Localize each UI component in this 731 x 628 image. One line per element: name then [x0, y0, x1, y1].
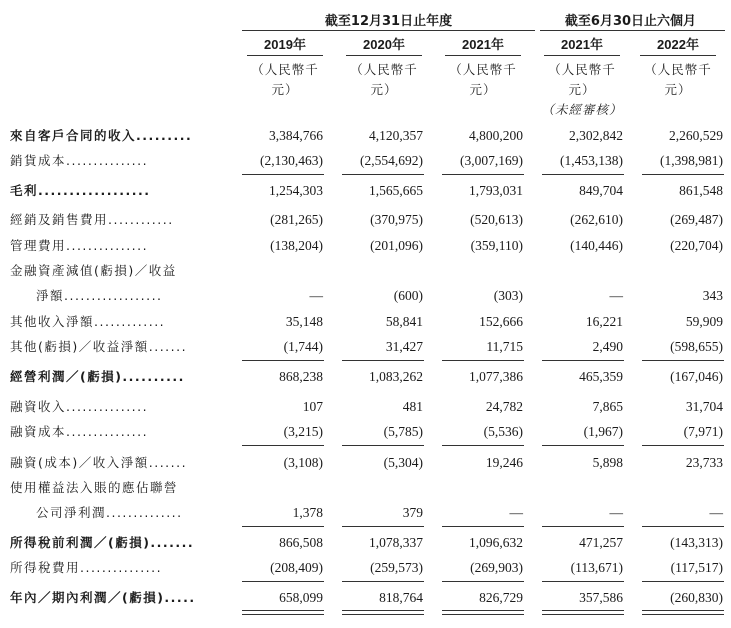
cell-value: — [709, 505, 723, 520]
cell-value: 5,898 [592, 455, 623, 470]
row-label: 年內／期內利潤／(虧損)..... [10, 590, 196, 605]
column-header [538, 36, 626, 120]
cell-value: 16,221 [585, 314, 623, 329]
column-rule [642, 581, 724, 582]
cell-value: 1,083,262 [369, 369, 423, 384]
row-label: 融資成本............... [10, 424, 149, 439]
cell-value: 481 [402, 399, 423, 414]
cell-value: 11,715 [486, 339, 523, 354]
column-rule [242, 614, 324, 615]
cell-value: (1,453,138) [560, 153, 623, 168]
cell-value: 35,148 [285, 314, 323, 329]
cell-value: (1,398,981) [660, 153, 723, 168]
cell-value: 1,078,337 [369, 535, 423, 550]
column-unit: （人民幣千 [251, 62, 319, 77]
column-rule [642, 174, 724, 175]
cell-value: (3,215) [283, 424, 323, 439]
column-rule [442, 360, 524, 361]
cell-value: (140,446) [570, 238, 623, 253]
row-label: 公司淨利潤.............. [36, 505, 183, 520]
cell-value: (269,487) [670, 212, 723, 227]
column-rule [342, 610, 424, 611]
cell-value: (117,517) [670, 560, 723, 575]
header-six-months: 截至6月30日止六個月 [564, 14, 697, 29]
cell-value: 1,254,303 [269, 183, 323, 198]
table-row [0, 588, 731, 608]
column-rule [642, 610, 724, 611]
column-rule [642, 360, 724, 361]
column-rule [442, 614, 524, 615]
cell-value: (262,610) [570, 212, 623, 227]
table-row [0, 151, 731, 171]
column-unit: 元） [568, 82, 596, 97]
header-rule [242, 30, 535, 31]
column-header [241, 36, 329, 100]
cell-value: (359,110) [470, 238, 523, 253]
cell-value: 1,077,386 [469, 369, 523, 384]
cell-value: 23,733 [685, 455, 723, 470]
cell-value: (7,971) [683, 424, 723, 439]
row-label: 來自客戶合同的收入......... [10, 128, 193, 143]
cell-value: (269,903) [470, 560, 523, 575]
column-unit: （人民幣千 [548, 62, 616, 77]
cell-value: 1,378 [292, 505, 323, 520]
cell-value: (303) [493, 288, 523, 303]
column-rule [442, 445, 524, 446]
cell-value: (143,313) [670, 535, 723, 550]
column-year: 2021年 [561, 37, 603, 52]
cell-value: 31,704 [685, 399, 723, 414]
cell-value: 1,096,632 [469, 535, 523, 550]
column-year: 2019年 [264, 37, 306, 52]
column-rule [342, 526, 424, 527]
cell-value: (370,975) [370, 212, 423, 227]
table-row [0, 558, 731, 578]
cell-value: (259,573) [370, 560, 423, 575]
row-label: 所得稅前利潤／(虧損)....... [10, 535, 195, 550]
column-rule [442, 526, 524, 527]
cell-value: 2,302,842 [569, 128, 623, 143]
cell-value: (2,554,692) [360, 153, 423, 168]
row-label: 融資(成本)／收入淨額....... [10, 455, 188, 470]
cell-value: (520,613) [470, 212, 523, 227]
cell-value: 59,909 [685, 314, 723, 329]
column-rule [242, 360, 324, 361]
cell-value: (208,409) [270, 560, 323, 575]
cell-value: 861,548 [679, 183, 723, 198]
cell-value: (5,785) [383, 424, 423, 439]
column-year: 2020年 [363, 37, 405, 52]
table-row [0, 126, 731, 146]
column-unit: （人民幣千 [644, 62, 712, 77]
table-row [0, 533, 731, 553]
cell-value: 2,490 [592, 339, 623, 354]
header-rule [540, 30, 725, 31]
column-header [439, 36, 527, 100]
column-rule [642, 614, 724, 615]
cell-value: — [609, 288, 623, 303]
table-row [0, 367, 731, 387]
cell-value: 19,246 [485, 455, 523, 470]
column-rule [442, 174, 524, 175]
cell-value: (600) [393, 288, 423, 303]
cell-value: 3,384,766 [269, 128, 323, 143]
column-unit: 元） [271, 82, 299, 97]
cell-value: (201,096) [370, 238, 423, 253]
column-rule [442, 581, 524, 582]
table-row [0, 503, 731, 523]
cell-value: 4,800,200 [469, 128, 523, 143]
cell-value: (1,744) [283, 339, 323, 354]
cell-value: 379 [402, 505, 423, 520]
column-rule [342, 360, 424, 361]
cell-value: (3,108) [283, 455, 323, 470]
cell-value: 357,586 [579, 590, 623, 605]
row-label: 使用權益法入賬的應佔聯營 [10, 480, 179, 495]
column-rule [342, 614, 424, 615]
column-rule [642, 445, 724, 446]
row-label: 金融資產減值(虧損)／收益 [10, 263, 177, 278]
cell-value: 1,793,031 [469, 183, 523, 198]
column-rule [542, 614, 624, 615]
cell-value: — [609, 505, 623, 520]
table-row [0, 397, 731, 417]
cell-value: (113,671) [570, 560, 623, 575]
column-rule [242, 610, 324, 611]
unaudited-note: （未經審核） [541, 102, 623, 117]
column-rule [542, 581, 624, 582]
cell-value: 343 [702, 288, 723, 303]
column-rule [242, 526, 324, 527]
column-unit: 元） [664, 82, 692, 97]
table-row [0, 261, 731, 281]
column-unit: （人民幣千 [350, 62, 418, 77]
cell-value: 107 [302, 399, 323, 414]
cell-value: 31,427 [385, 339, 423, 354]
row-label: 淨額.................. [36, 288, 163, 303]
column-rule [242, 581, 324, 582]
table-row [0, 286, 731, 306]
column-header [634, 36, 722, 100]
column-year: 2021年 [462, 37, 504, 52]
table-row [0, 210, 731, 230]
cell-value: (2,130,463) [260, 153, 323, 168]
table-row [0, 422, 731, 442]
cell-value: (598,655) [670, 339, 723, 354]
header-year-ended: 截至12月31日止年度 [324, 14, 453, 29]
column-rule [342, 174, 424, 175]
column-rule [342, 445, 424, 446]
column-rule [542, 174, 624, 175]
cell-value: 58,841 [385, 314, 423, 329]
column-year: 2022年 [657, 37, 699, 52]
cell-value: 868,238 [279, 369, 323, 384]
cell-value: 7,865 [592, 399, 623, 414]
table-row [0, 181, 731, 201]
column-rule [542, 526, 624, 527]
cell-value: (167,046) [670, 369, 723, 384]
table-row [0, 453, 731, 473]
row-label: 所得稅費用............... [10, 560, 163, 575]
row-label: 銷貨成本............... [10, 153, 149, 168]
row-label: 毛利.................. [10, 183, 151, 198]
column-rule [542, 610, 624, 611]
cell-value: (260,830) [670, 590, 723, 605]
cell-value: 826,729 [479, 590, 523, 605]
row-label: 融資收入............... [10, 399, 149, 414]
column-header [340, 36, 428, 100]
table-row [0, 337, 731, 357]
cell-value: — [309, 288, 323, 303]
cell-value: 818,764 [379, 590, 423, 605]
row-label: 管理費用............... [10, 238, 149, 253]
cell-value: 849,704 [579, 183, 623, 198]
row-label: 其他收入淨額............. [10, 314, 166, 329]
table-row [0, 312, 731, 332]
column-rule [442, 610, 524, 611]
column-unit: 元） [370, 82, 398, 97]
row-label: 經銷及銷售費用............ [10, 212, 174, 227]
column-rule [642, 526, 724, 527]
cell-value: (3,007,169) [460, 153, 523, 168]
cell-value: (138,204) [270, 238, 323, 253]
cell-value: 471,257 [579, 535, 623, 550]
cell-value: (220,704) [670, 238, 723, 253]
cell-value: (1,967) [583, 424, 623, 439]
column-unit: 元） [469, 82, 497, 97]
column-rule [242, 174, 324, 175]
cell-value: (5,536) [483, 424, 523, 439]
cell-value: (281,265) [270, 212, 323, 227]
column-rule [342, 581, 424, 582]
row-label: 經營利潤／(虧損).......... [10, 369, 185, 384]
table-row [0, 478, 731, 498]
cell-value: 1,565,665 [369, 183, 423, 198]
cell-value: 24,782 [485, 399, 523, 414]
row-label: 其他(虧損)／收益淨額....... [10, 339, 188, 354]
cell-value: 866,508 [279, 535, 323, 550]
cell-value: — [509, 505, 523, 520]
column-unit: （人民幣千 [449, 62, 517, 77]
cell-value: 152,666 [479, 314, 523, 329]
cell-value: 2,260,529 [669, 128, 723, 143]
column-rule [542, 360, 624, 361]
cell-value: 4,120,357 [369, 128, 423, 143]
table-row [0, 236, 731, 256]
column-rule [542, 445, 624, 446]
column-rule [242, 445, 324, 446]
cell-value: (5,304) [383, 455, 423, 470]
cell-value: 465,359 [579, 369, 623, 384]
cell-value: 658,099 [279, 590, 323, 605]
